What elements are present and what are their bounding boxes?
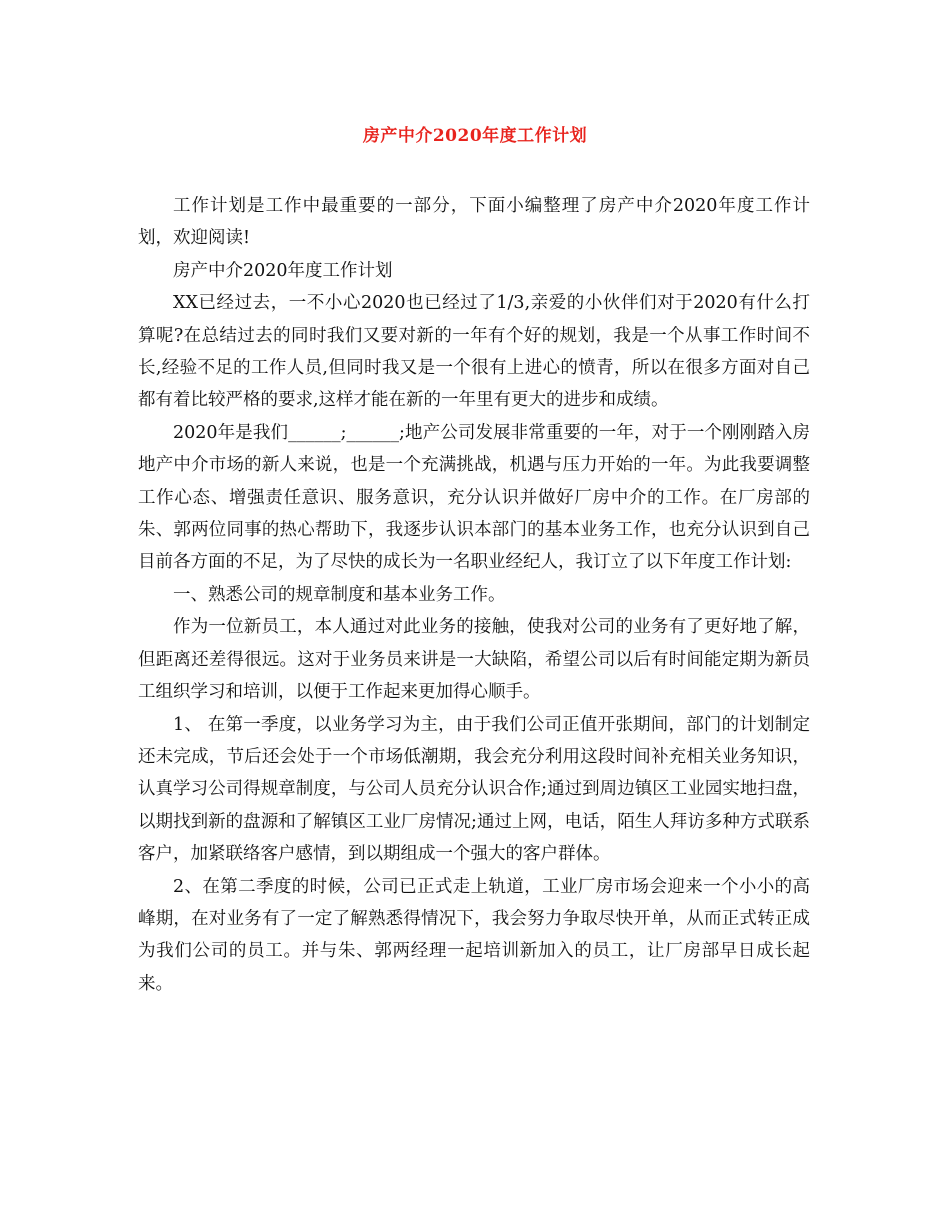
document-title: 房产中介2020年度工作计划 <box>362 126 588 146</box>
paragraph-new-employee: 作为一位新员工，本人通过对此业务的接触，使我对公司的业务有了更好地了解，但距离还差得很远。这对于业务员来讲是一大缺陷，希望公司以后有时间能定期为新员工组织学习和培训，以便于工作起来更加得心顺手。 <box>138 617 810 703</box>
paragraph-year-plan: 2020年是我们______;______;地产公司发展非常重要的一年，对于一个刚刚踏入房地产中介市场的新人来说，也是一个充满挑战，机遇与压力开始的一年。为此我要调整工作心态、增强责任意识、服务意识，充分认识并做好厂房中介的工作。在厂房部的朱、郭两位同事的热心帮助下，我逐步认识本部门的基本业务工作，也充分认识到自己目前各方面的不足，为了尽快的成长为一名职业经纪人，我订立了以下年度工作计划: <box>138 422 810 573</box>
document-body <box>138 190 810 1000</box>
paragraph-subtitle: 房产中介2020年度工作计划 <box>173 260 393 281</box>
paragraph-review: XX已经过去，一不小心2020也已经过了1/3,亲爱的小伙伴们对于2020有什么打算呢?在总结过去的同时我们又要对新的一年有个好的规划，我是一个从事工作时间不长,经验不足的工作人员,但同时我又是一个很有上进心的愤青，所以在很多方面对自己都有着比较严格的要求,这样才能在新的一年里有更大的进步和成绩。 <box>138 293 810 411</box>
paragraph-q1: 1、 在第一季度，以业务学习为主，由于我们公司正值开张期间，部门的计划制定还未完成，节后还会处于一个市场低潮期，我会充分利用这段时间补充相关业务知识，认真学习公司得规章制度，与公司人员充分认识合作;通过到周边镇区工业园实地扫盘，以期找到新的盘源和了解镇区工业厂房情况;通过上网，电话，陌生人拜访多种方式联系客户，加紧联络客户感情，到以期组成一个强大的客户群体。 <box>138 714 810 865</box>
paragraph-q2: 2、在第二季度的时候，公司已正式走上轨道，工业厂房市场会迎来一个小小的高峰期，在对业务有了一定了解熟悉得情况下，我会努力争取尽快开单，从而正式转正成为我们公司的员工。并与朱、郭两经理一起培训新加入的员工，让厂房部早日成长起来。 <box>138 876 810 994</box>
paragraph-section-heading: 一、熟悉公司的规章制度和基本业务工作。 <box>173 584 506 605</box>
paragraph-intro: 工作计划是工作中最重要的一部分，下面小编整理了房产中介2020年度工作计划，欢迎阅读! <box>138 196 810 249</box>
